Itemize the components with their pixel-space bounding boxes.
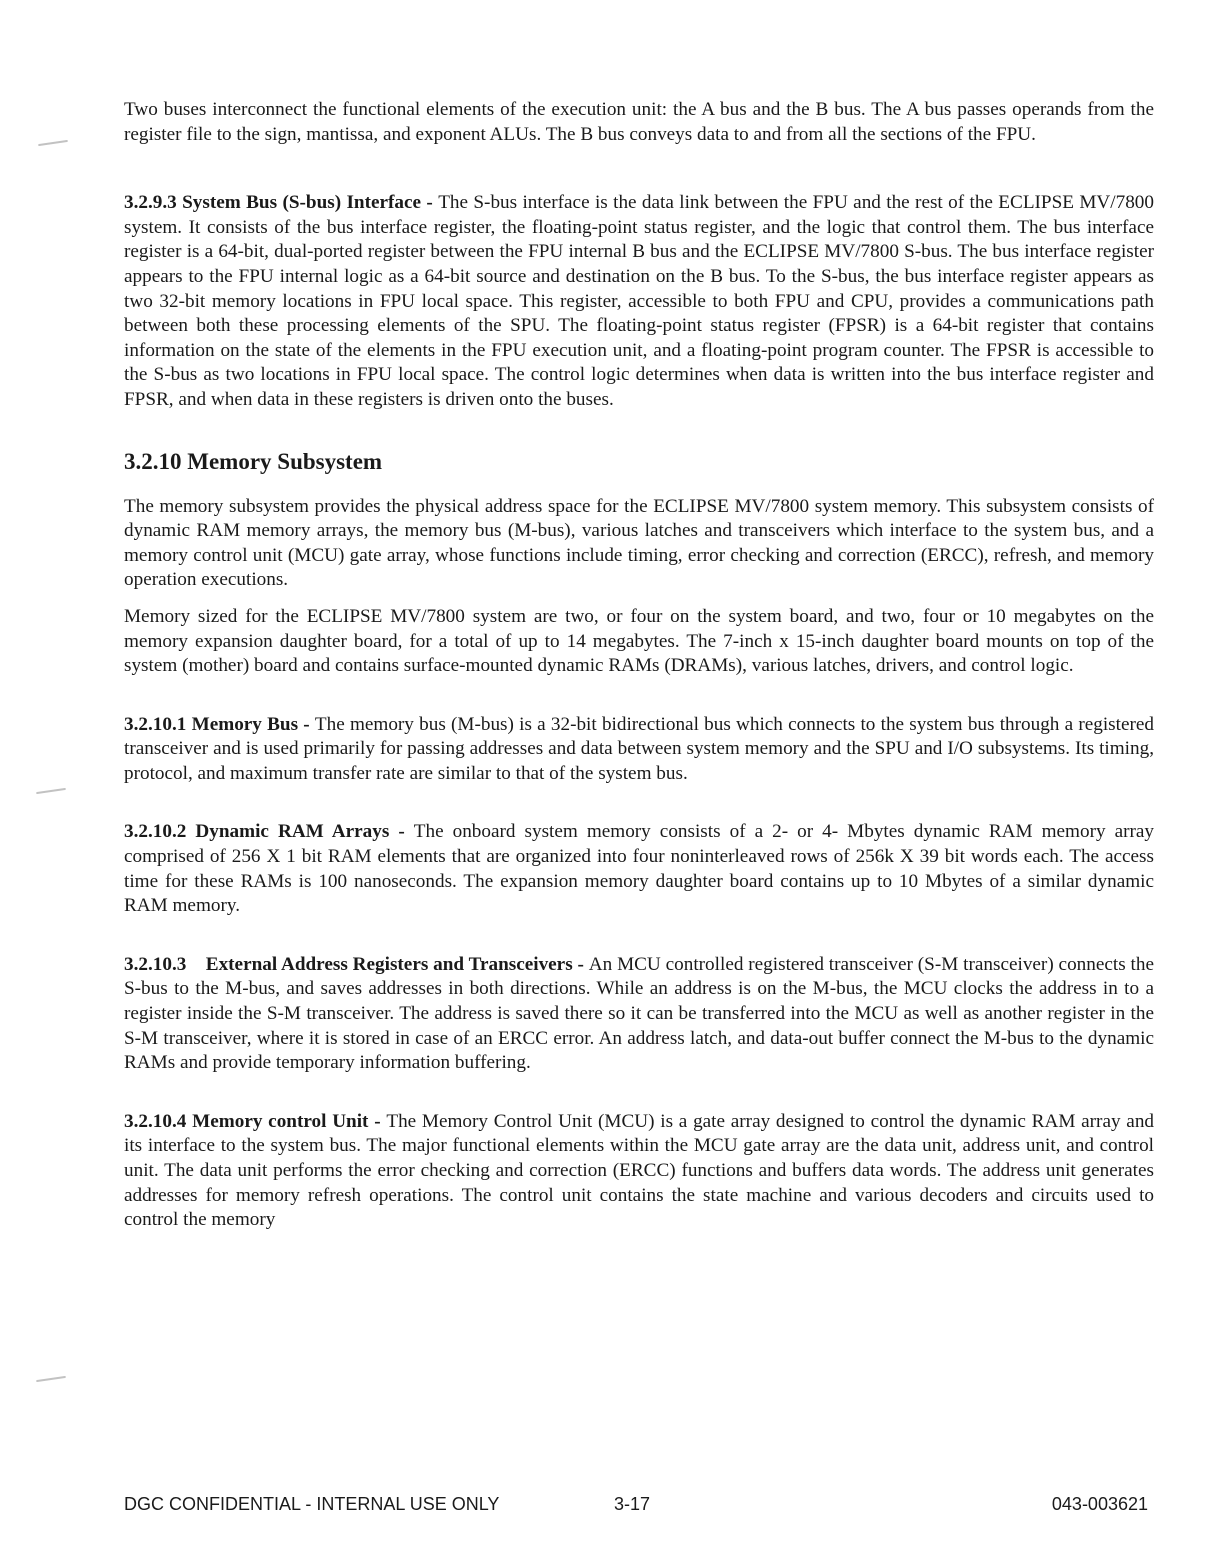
section-3-2-10-2-body: The onboard system memory consists of a 2- or 4- Mbytes dynamic RAM memory array comprised of 256 X 1 bit RAM elements that are organized into four noninterleaved rows of 256k X 39 bit words each. The access time for these RAMs is 100 nanoseconds. The expansion memory daughter board contains up to 10 Mbytes of a similar dynamic RAM memory. bbox=[124, 821, 1154, 917]
section-3-2-10-1-memory-bus bbox=[124, 713, 1154, 787]
section-3-2-10-3-body: An MCU controlled registered transceiver (S-M transceiver) connects the S-bus to the M-bus, and saves addresses in both directions. While an address is on the M-bus, the MCU clocks the address in to a register inside the S-M transceiver. The address is saved there so it can be transferred into the MCU as well as another register in the S-M transceiver, where it is stored in case of an ERCC error. An address latch, and data-out buffer connect the M-bus to the dynamic RAMs and provide temporary information buffering. bbox=[124, 953, 1154, 1074]
paragraph-memory-sizes: Memory sized for the ECLIPSE MV/7800 system are two, or four on the system board, and two, four or 10 megabytes on the memory expansion daughter board, for a total of up to 14 megabytes. The 7-inch x 15-inch daughter board mounts on top of the system (mother) board and contains surface-mounted dynamic RAMs (DRAMs), various latches, drivers, and control logic. bbox=[124, 605, 1154, 677]
section-3-2-10-1-body: The memory bus (M-bus) is a 32-bit bidirectional bus which connects to the system bus through a registered transceiver and is used primarily for passing addresses and data between system memory and the SPU and I/O subsystems. Its timing, protocol, and maximum transfer rate are similar to that of the system bus. bbox=[124, 713, 1154, 784]
section-3-2-10-4-memory-control-unit bbox=[124, 1110, 1154, 1233]
scan-speck-1 bbox=[38, 140, 68, 146]
section-3-2-9-3-heading: 3.2.9.3 System Bus (S-bus) Interface - bbox=[124, 192, 439, 214]
footer-confidential-notice: DGC CONFIDENTIAL - INTERNAL USE ONLY bbox=[124, 1494, 500, 1514]
section-3-2-10-3-external-address-registers bbox=[124, 953, 1154, 1076]
page-footer bbox=[124, 1494, 1148, 1520]
footer-page-number: 3-17 bbox=[614, 1494, 651, 1514]
document-page bbox=[124, 98, 1154, 1233]
footer-document-number: 043-003621 bbox=[1051, 1494, 1148, 1514]
section-3-2-9-3-body: The S-bus interface is the data link between the FPU and the rest of the ECLIPSE MV/7800 system. It consists of the bus interface register, the floating-point status register, and the logic that control them. The bus interface register is a 64-bit, dual-ported register between the FPU internal B bus and the ECLIPSE MV/7800 S-bus. The bus interface register appears to the FPU internal logic as a 64-bit source and destination on the B bus. To the S-bus, the bus interface register appears as two 32-bit memory locations in FPU local space. This register, accessible to both FPU and CPU, provides a communications path between both these processing elements of the SPU. The floating-point status register (FPSR) is a 64-bit register that contains information on the state of the elements in the FPU execution unit, and a floating-point program counter. The FPSR is accessible to the S-bus as two locations in FPU local space. The control logic determines when data is written into the bus interface register and FPSR, and when data in these registers is driven onto the buses. bbox=[124, 192, 1154, 410]
paragraph-execution-unit-buses: Two buses interconnect the functional elements of the execution unit: the A bus and the B bus. The A bus passes operands from the register file to the sign, mantissa, and exponent ALUs. The B bus conveys data to and from all the sections of the FPU. bbox=[124, 99, 1154, 145]
section-3-2-10-3-heading: 3.2.10.3 External Address Registers and Transceivers - bbox=[124, 953, 589, 975]
section-3-2-10-2-dynamic-ram-arrays bbox=[124, 820, 1154, 918]
section-3-2-10-1-heading: 3.2.10.1 Memory Bus - bbox=[124, 713, 315, 735]
section-3-2-10-heading: 3.2.10 Memory Subsystem bbox=[124, 448, 383, 474]
section-3-2-10-2-heading: 3.2.10.2 Dynamic RAM Arrays - bbox=[124, 821, 414, 843]
section-3-2-9-3-system-bus-interface bbox=[124, 191, 1154, 412]
section-3-2-10-4-body: The Memory Control Unit (MCU) is a gate array designed to control the dynamic RAM array and its interface to the system bus. The major functional elements within the MCU gate array are the data unit, address unit, and control unit. The data unit performs the error checking and correction (ERCC) functions and buffers data words. The address unit generates addresses for memory refresh operations. The control unit contains the state machine and various decoders and circuits used to control the memory bbox=[124, 1110, 1155, 1231]
section-3-2-10-4-heading: 3.2.10.4 Memory control Unit - bbox=[124, 1110, 387, 1132]
paragraph-memory-subsystem-overview: The memory subsystem provides the physical address space for the ECLIPSE MV/7800 system memory. This subsystem consists of dynamic RAM memory arrays, the memory bus (M-bus), various latches and transceivers which interface to the system bus, and a memory control unit (MCU) gate array, whose functions include timing, error checking and correction (ERCC), refresh, and memory operation executions. bbox=[124, 495, 1154, 591]
scan-speck-3 bbox=[36, 1376, 66, 1382]
scan-speck-2 bbox=[36, 788, 66, 794]
